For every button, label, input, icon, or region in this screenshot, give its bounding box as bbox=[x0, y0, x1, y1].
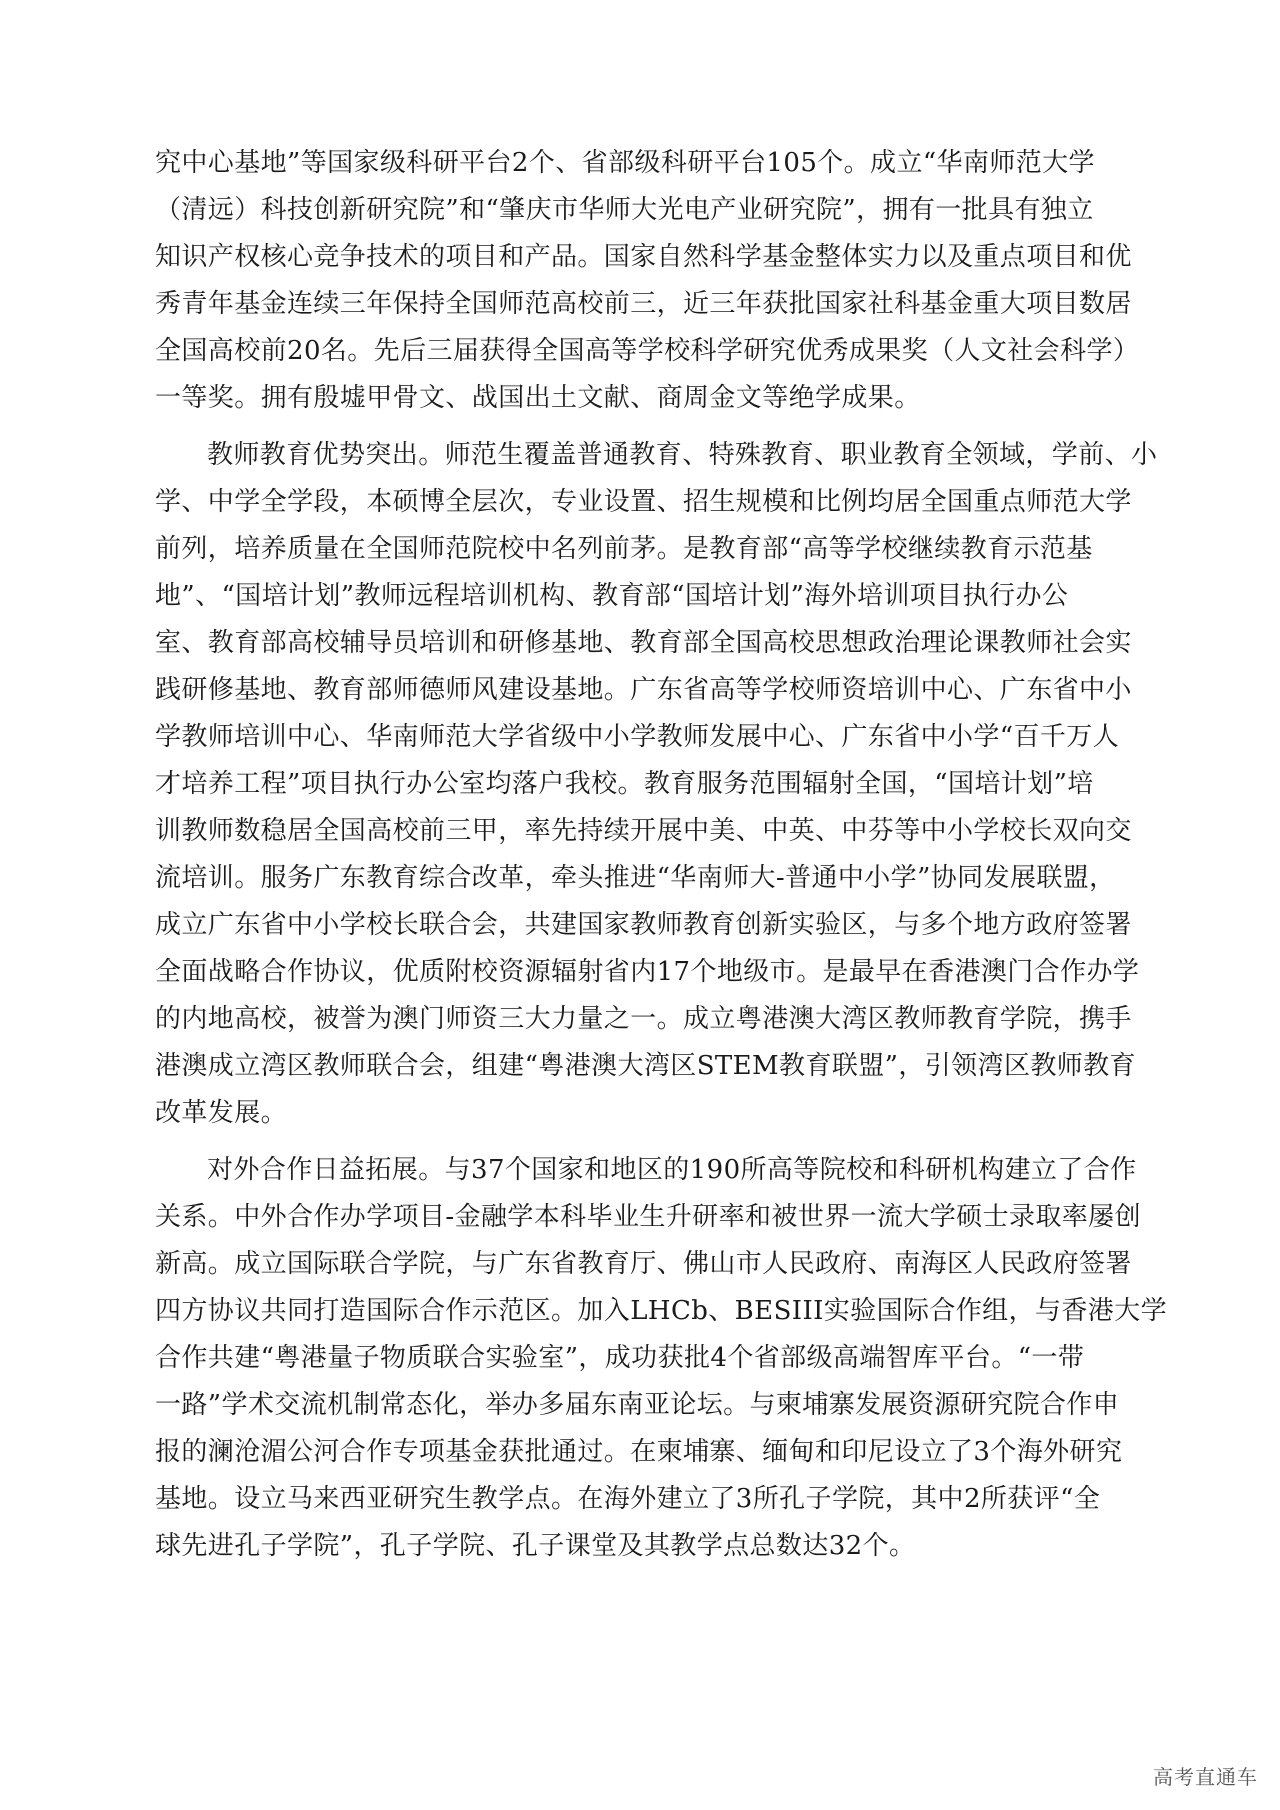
text-line: 全面战略合作协议，优质附校资源辐射省内17个地级市。是最早在香港澳门合作办学 bbox=[155, 957, 1140, 987]
text-line: 合作共建“粤港量子物质联合实验室”，成功获批4个省部级高端智库平台。“一带 bbox=[155, 1343, 1085, 1373]
paragraph-international-cooperation bbox=[155, 1147, 1167, 1570]
paragraph-teacher-education bbox=[155, 432, 1158, 1137]
text-line: （清远）科技创新研究院”和“肇庆市华师大光电产业研究院”，拥有一批具有独立 bbox=[155, 195, 1094, 225]
text-line: 改革发展。 bbox=[155, 1098, 288, 1128]
text-line: 秀青年基金连续三年保持全国师范高校前三，近三年获批国家社科基金重大项目数居 bbox=[155, 289, 1132, 319]
text-line: 成立广东省中小学校长联合会，共建国家教师教育创新实验区，与多个地方政府签署 bbox=[155, 910, 1132, 940]
text-line: 室、教育部高校辅导员培训和研修基地、教育部全国高校思想政治理论课教师社会实 bbox=[155, 628, 1132, 658]
text-line: 训教师数稳居全国高校前三甲，率先持续开展中美、中英、中芬等中小学校长双向交 bbox=[155, 816, 1132, 846]
text-line: 学教师培训中心、华南师范大学省级中小学教师发展中心、广东省中小学“百千万人 bbox=[155, 722, 1120, 752]
text-line: 报的澜沧湄公河合作专项基金获批通过。在柬埔寨、缅甸和印尼设立了3个海外研究 bbox=[155, 1437, 1123, 1467]
text-line: 球先进孔子学院”，孔子学院、孔子课堂及其教学点总数达32个。 bbox=[155, 1531, 916, 1561]
paragraph-research bbox=[155, 140, 1140, 422]
text-line: 前列，培养质量在全国师范院校中名列前茅。是教育部“高等学校继续教育示范基 bbox=[155, 534, 1093, 564]
text-line: 四方协议共同打造国际合作示范区。加入LHCb、BESIII实验国际合作组，与香港大学 bbox=[155, 1296, 1167, 1326]
text-line: 基地。设立马来西亚研究生教学点。在海外建立了3所孔子学院，其中2所获评“全 bbox=[155, 1484, 1101, 1514]
text-line: 流培训。服务广东教育综合改革，牵头推进“华南师大-普通中小学”协同发展联盟， bbox=[155, 863, 1116, 893]
text-line: 一等奖。拥有殷墟甲骨文、战国出土文献、商周金文等绝学成果。 bbox=[155, 383, 921, 413]
text-line: 新高。成立国际联合学院，与广东省教育厅、佛山市人民政府、南海区人民政府签署 bbox=[155, 1249, 1132, 1279]
text-line: 港澳成立湾区教师联合会，组建“粤港澳大湾区STEM教育联盟”，引领湾区教师教育 bbox=[155, 1051, 1136, 1081]
document-body bbox=[155, 140, 1167, 1570]
text-line: 的内地高校，被誉为澳门师资三大力量之一。成立粤港澳大湾区教师教育学院，携手 bbox=[155, 1004, 1132, 1034]
text-line: 践研修基地、教育部师德师风建设基地。广东省高等学校师资培训中心、广东省中小 bbox=[155, 675, 1132, 705]
text-line: 地”、“国培计划”教师远程培训机构、教育部“国培计划”海外培训项目执行办公 bbox=[155, 581, 1069, 611]
text-line: 究中心基地”等国家级科研平台2个、省部级科研平台105个。成立“华南师范大学 bbox=[155, 148, 1095, 178]
text-line: 才培养工程”项目执行办公室均落户我校。教育服务范围辐射全国，“国培计划”培 bbox=[155, 769, 1094, 799]
text-line: 教师教育优势突出。师范生覆盖普通教育、特殊教育、职业教育全领域，学前、小 bbox=[207, 440, 1158, 470]
watermark-label: 高考直通车 bbox=[1153, 1765, 1258, 1789]
text-line: 对外合作日益拓展。与37个国家和地区的190所高等院校和科研机构建立了合作 bbox=[207, 1155, 1137, 1185]
text-line: 关系。中外合作办学项目-金融学本科毕业生升研率和被世界一流大学硕士录取率屡创 bbox=[155, 1202, 1141, 1232]
text-line: 学、中学全学段，本硕博全层次，专业设置、招生规模和比例均居全国重点师范大学 bbox=[155, 487, 1132, 517]
text-line: 知识产权核心竞争技术的项目和产品。国家自然科学基金整体实力以及重点项目和优 bbox=[155, 242, 1132, 272]
text-line: 全国高校前20名。先后三届获得全国高等学校科学研究优秀成果奖（人文社会科学） bbox=[155, 336, 1140, 366]
text-line: 一路”学术交流机制常态化，举办多届东南亚论坛。与柬埔寨发展资源研究院合作申 bbox=[155, 1390, 1120, 1420]
